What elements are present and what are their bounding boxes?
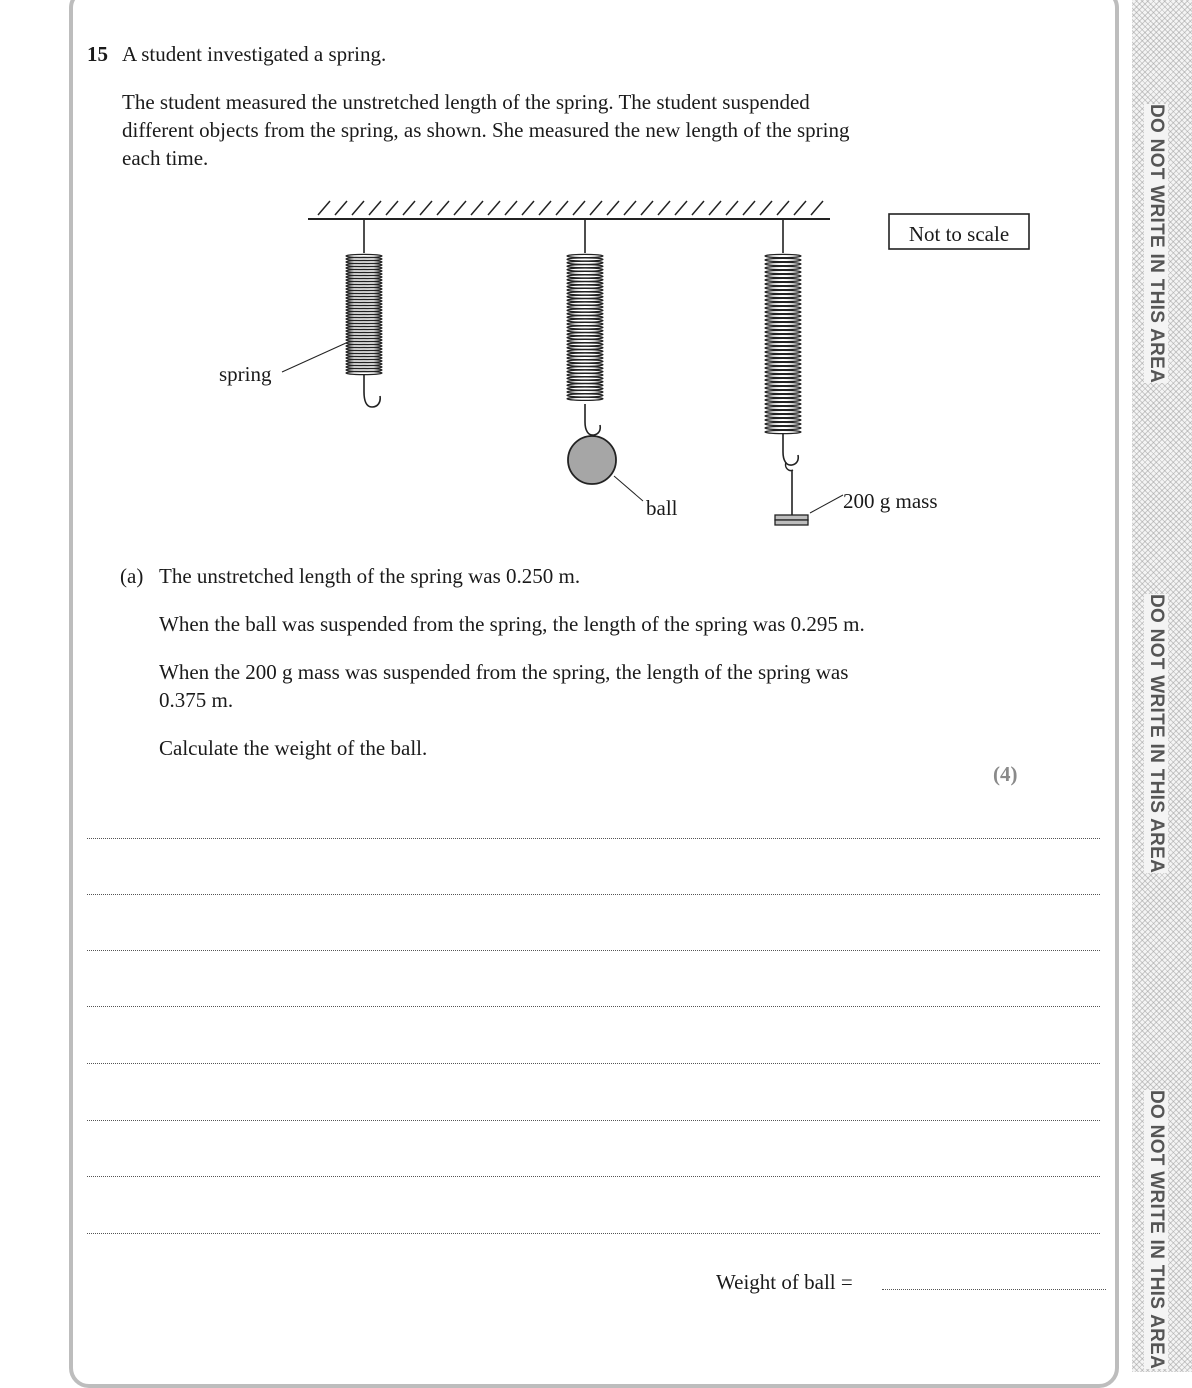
answer-line[interactable]	[87, 838, 1100, 839]
coil-turn	[567, 305, 603, 308]
answer-line[interactable]	[87, 1233, 1100, 1234]
hatch-mark	[335, 201, 347, 215]
description-line-3: each time.	[122, 146, 209, 170]
coil-turn	[765, 402, 801, 405]
hatch-mark	[811, 201, 823, 215]
coil-turn	[567, 367, 603, 370]
coil-turn	[765, 330, 801, 333]
hatch-mark	[539, 201, 551, 215]
hatch-mark	[743, 201, 755, 215]
coil-turn	[567, 343, 603, 346]
coil-turn	[567, 390, 603, 393]
coil-turn	[567, 377, 603, 380]
coil-turn	[765, 366, 801, 369]
coil-turn	[567, 268, 603, 271]
hatch-mark	[777, 201, 789, 215]
answer-line[interactable]	[87, 1063, 1100, 1064]
coil-turn	[567, 329, 603, 332]
coil-turn	[765, 346, 801, 349]
coil-turn	[765, 338, 801, 341]
mass-disc-top	[775, 515, 808, 520]
coil-turn	[765, 266, 801, 269]
coil-turn	[567, 258, 603, 261]
spring-2-coils	[567, 254, 603, 400]
spring-3-hook	[783, 434, 798, 465]
coil-turn	[765, 370, 801, 373]
coil-turn	[765, 378, 801, 381]
coil-turn	[567, 309, 603, 312]
margin-warning-3: DO NOT WRITE IN THIS AREA	[1146, 1090, 1167, 1370]
not-to-scale-label: Not to scale	[908, 222, 1010, 246]
coil-turn	[765, 274, 801, 277]
hatch-mark	[675, 201, 687, 215]
coil-turn	[765, 406, 801, 409]
margin-warning-1: DO NOT WRITE IN THIS AREA	[1146, 104, 1167, 384]
coil-turn	[567, 282, 603, 285]
coil-turn	[567, 278, 603, 281]
coil-turn	[765, 358, 801, 361]
coil-turn	[567, 356, 603, 359]
hatch-mark	[403, 201, 415, 215]
coil-turn	[765, 278, 801, 281]
spring-1-hook	[364, 375, 380, 407]
coil-turn	[567, 363, 603, 366]
coil-turn	[765, 386, 801, 389]
coil-turn	[765, 418, 801, 421]
spring-label: spring	[219, 362, 272, 386]
description-line-1: The student measured the unstretched length of the spring. The student suspended	[122, 90, 810, 114]
mass-label: 200 g mass	[843, 489, 938, 513]
hatch-mark	[454, 201, 466, 215]
coil-turn	[567, 384, 603, 387]
coil-turn	[765, 422, 801, 425]
coil-turn	[765, 310, 801, 313]
answer-line[interactable]	[87, 1006, 1100, 1007]
hatch-mark	[641, 201, 653, 215]
mass-leader	[810, 495, 843, 513]
spring-1-coils	[346, 254, 382, 374]
hatch-mark	[607, 201, 619, 215]
coil-turn	[567, 271, 603, 274]
coil-turn	[567, 292, 603, 295]
coil-turn	[765, 350, 801, 353]
coil-turn	[765, 334, 801, 337]
coil-turn	[567, 353, 603, 356]
coil-turn	[765, 394, 801, 397]
answer-line[interactable]	[87, 1120, 1100, 1121]
coil-turn	[567, 275, 603, 278]
coil-turn	[765, 270, 801, 273]
coil-turn	[567, 387, 603, 390]
hatch-mark	[471, 201, 483, 215]
answer-label: Weight of ball =	[716, 1270, 853, 1294]
answer-line[interactable]	[87, 950, 1100, 951]
coil-turn	[765, 322, 801, 325]
coil-turn	[567, 397, 603, 400]
coil-turn	[567, 333, 603, 336]
coil-turn	[765, 398, 801, 401]
coil-turn	[765, 290, 801, 293]
coil-turn	[567, 285, 603, 288]
coil-turn	[765, 410, 801, 413]
coil-turn	[567, 360, 603, 363]
hatch-mark	[420, 201, 432, 215]
coil-turn	[567, 312, 603, 315]
spring-2-hook	[585, 404, 600, 435]
coil-turn	[765, 314, 801, 317]
coil-turn	[765, 262, 801, 265]
coil-turn	[567, 295, 603, 298]
coil-turn	[765, 298, 801, 301]
coil-turn	[765, 382, 801, 385]
hatch-mark	[386, 201, 398, 215]
part-a-line-2: When the ball was suspended from the spring, the length of the spring was 0.295 m.	[159, 612, 865, 636]
part-a-line-3a: When the 200 g mass was suspended from the spring, the length of the spring was	[159, 660, 849, 684]
coil-turn	[765, 302, 801, 305]
part-a-line-1: The unstretched length of the spring was 0.250 m.	[159, 564, 581, 588]
hatch-mark	[709, 201, 721, 215]
question-number: 15	[87, 42, 108, 66]
hatch-mark	[692, 201, 704, 215]
coil-turn	[765, 318, 801, 321]
coil-turn	[765, 282, 801, 285]
ceiling-hatching	[318, 201, 823, 215]
hatch-mark	[726, 201, 738, 215]
coil-turn	[765, 286, 801, 289]
hatch-mark	[437, 201, 449, 215]
coil-turn	[567, 316, 603, 319]
coil-turn	[567, 302, 603, 305]
coil-turn	[567, 265, 603, 268]
hatch-mark	[488, 201, 500, 215]
coil-turn	[765, 306, 801, 309]
coil-turn	[765, 430, 801, 433]
coil-turn	[765, 294, 801, 297]
coil-turn	[765, 374, 801, 377]
answer-line[interactable]	[87, 894, 1100, 895]
coil-turn	[567, 373, 603, 376]
description-line-2: different objects from the spring, as shown. She measured the new length of the spring	[122, 118, 850, 142]
coil-turn	[567, 322, 603, 325]
hatch-mark	[624, 201, 636, 215]
coil-turn	[567, 288, 603, 291]
hatch-mark	[658, 201, 670, 215]
coil-turn	[346, 371, 382, 374]
answer-field[interactable]	[882, 1289, 1106, 1290]
coil-turn	[765, 258, 801, 261]
coil-turn	[765, 354, 801, 357]
coil-turn	[765, 254, 801, 257]
part-a-line-3b: 0.375 m.	[159, 688, 234, 712]
coil-turn	[567, 370, 603, 373]
ball-label: ball	[646, 496, 678, 520]
coil-turn	[567, 394, 603, 397]
hatch-mark	[760, 201, 772, 215]
coil-turn	[567, 350, 603, 353]
coil-turn	[765, 326, 801, 329]
hatch-mark	[556, 201, 568, 215]
hatch-mark	[522, 201, 534, 215]
hatch-mark	[590, 201, 602, 215]
hatch-mark	[352, 201, 364, 215]
spring-3-coils	[765, 254, 801, 433]
hatch-mark	[369, 201, 381, 215]
question-intro: A student investigated a spring.	[122, 42, 387, 66]
hatch-mark	[505, 201, 517, 215]
coil-turn	[567, 261, 603, 264]
coil-turn	[567, 380, 603, 383]
ball-leader	[614, 476, 643, 501]
coil-turn	[765, 426, 801, 429]
coil-turn	[567, 336, 603, 339]
hatch-mark	[573, 201, 585, 215]
hatch-mark	[318, 201, 330, 215]
part-a-label: (a)	[120, 564, 144, 588]
coil-turn	[567, 339, 603, 342]
hatch-mark	[794, 201, 806, 215]
coil-turn	[567, 346, 603, 349]
ball	[568, 436, 616, 484]
coil-turn	[765, 414, 801, 417]
part-a-instruction: Calculate the weight of the ball.	[159, 736, 428, 760]
spring-diagram	[0, 0, 1132, 540]
coil-turn	[567, 326, 603, 329]
coil-turn	[567, 254, 603, 257]
coil-turn	[765, 362, 801, 365]
answer-line[interactable]	[87, 1176, 1100, 1177]
coil-turn	[765, 390, 801, 393]
marks-indicator: (4)	[993, 762, 1018, 786]
coil-turn	[765, 342, 801, 345]
coil-turn	[567, 299, 603, 302]
mass-disc-bottom	[775, 520, 808, 525]
coil-turn	[567, 319, 603, 322]
spring-leader	[282, 343, 346, 372]
margin-warning-2: DO NOT WRITE IN THIS AREA	[1146, 594, 1167, 874]
